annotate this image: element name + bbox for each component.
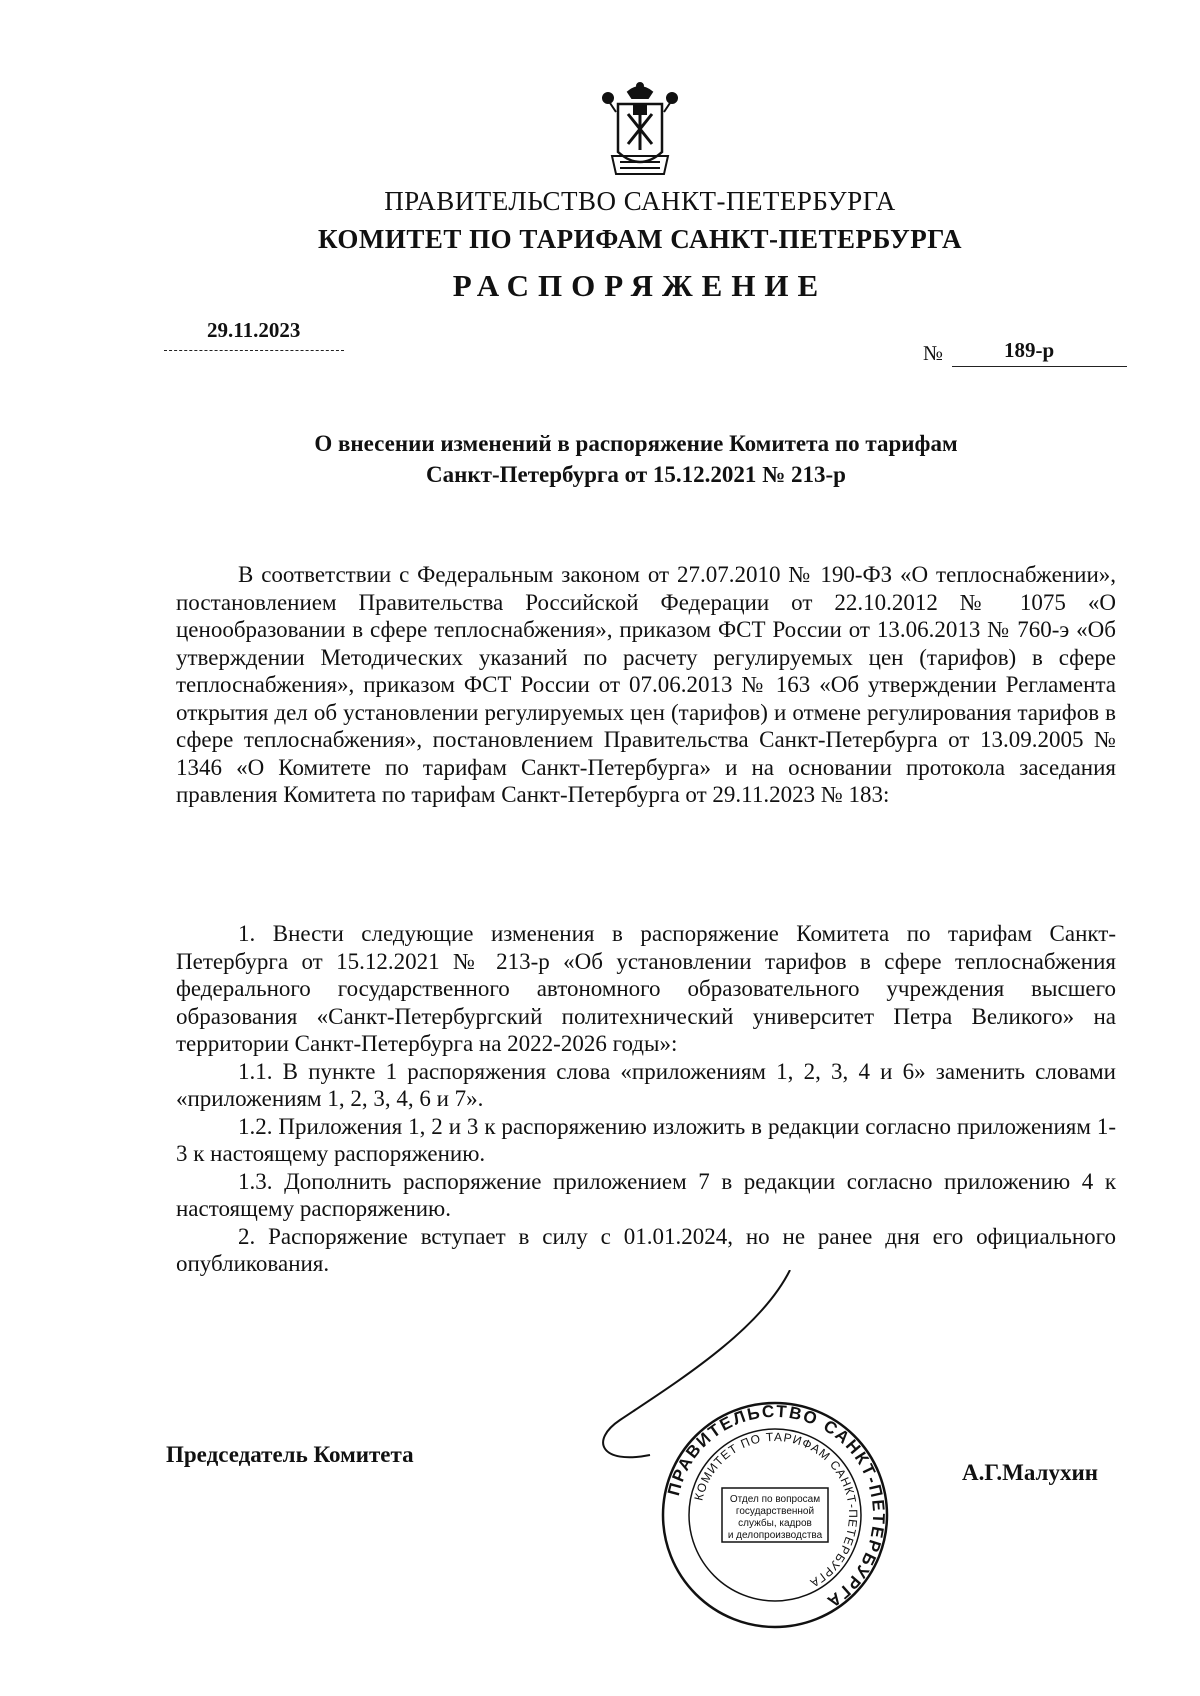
government-title: ПРАВИТЕЛЬСТВО САНКТ-ПЕТЕРБУРГА bbox=[384, 186, 896, 216]
document-date: 29.11.2023 bbox=[207, 318, 301, 342]
clause-1-2: 1.2. Приложения 1, 2 и 3 к распоряжению изложить в редакции согласно приложениям 1-3 к настоящему распоряжению. bbox=[176, 1113, 1116, 1166]
stamp-inner-line-4: и делопроизводства bbox=[727, 1530, 823, 1541]
clause-2: 2. Распоряжение вступает в силу с 01.01.2024, но не ранее дня его официального опубликования. bbox=[176, 1223, 1116, 1276]
document-subject bbox=[236, 428, 1036, 490]
stamp-inner-line-1: Отдел по вопросам bbox=[729, 1494, 821, 1505]
date-underline bbox=[164, 350, 344, 351]
signatory-title: Председатель Комитета bbox=[166, 1442, 414, 1467]
coat-of-arms-emblem bbox=[598, 82, 682, 182]
preamble-block bbox=[176, 561, 1116, 809]
committee-title: КОМИТЕТ ПО ТАРИФАМ САНКТ-ПЕТЕРБУРГА bbox=[318, 224, 962, 254]
stamp-outer-text: ПРАВИТЕЛЬСТВО САНКТ-ПЕТЕРБУРГА bbox=[663, 1401, 889, 1613]
clause-1-3: 1.3. Дополнить распоряжение приложением 7 в редакции согласно приложению 4 к настоящему распоряжению. bbox=[176, 1168, 1116, 1221]
stamp-inner-line-2: государственной bbox=[735, 1506, 815, 1517]
subject-line-1: О внесении изменений в распоряжение Комитета по тарифам bbox=[314, 431, 958, 456]
clause-1-1: 1.1. В пункте 1 распоряжения слова «приложениям 1, 2, 3, 4 и 6» заменить словами «приложениям 1, 2, 3, 4, 6 и 7». bbox=[176, 1058, 1116, 1111]
preamble-paragraph: В соответствии с Федеральным законом от 27.07.2010 № 190-ФЗ «О теплоснабжении», постановлением Правительства Российской Федерации от 22.10.2012 № 1075 «О ценообразовании в сфере теплоснабжения», приказом ФСТ России от 13.06.2013 № 760-э «Об утверждении Методических указаний по расчету регулируемых цен (тарифов) в сфере теплоснабжения», приказом ФСТ России от 07.06.2013 № 163 «Об утверждении Регламента открытия дел об установлении регулируемых цен (тарифов) и отмене регулирования тарифов в сфере теплоснабжения», постановлением Правительства Санкт-Петербурга от 13.09.2005 № 1346 «О Комитете по тарифам Санкт-Петербурга» и на основании протокола заседания правления Комитета по тарифам Санкт-Петербурга от 29.11.2023 № 183: bbox=[176, 562, 1116, 807]
number-label: № bbox=[923, 341, 944, 365]
number-underline bbox=[952, 366, 1127, 367]
signatory-name: А.Г.Малухин bbox=[962, 1460, 1098, 1485]
stamp-inner-line-3: службы, кадров bbox=[738, 1518, 812, 1529]
clauses-block bbox=[176, 920, 1116, 1278]
document-number: 189-р bbox=[1004, 338, 1055, 362]
stamp-middle-text: КОМИТЕТ ПО ТАРИФАМ САНКТ-ПЕТЕРБУРГА bbox=[691, 1429, 861, 1591]
official-round-stamp bbox=[660, 1400, 890, 1630]
clause-1: 1. Внести следующие изменения в распоряжение Комитета по тарифам Санкт-Петербурга от 15.12.2021 № 213-р «Об установлении тарифов в сфере теплоснабжения федерального государственного автономного образовательного учреждения высшего образования «Санкт-Петербургский политехнический университет Петра Великого» на территории Санкт-Петербурга на 2022-2026 годы»: bbox=[176, 921, 1116, 1056]
subject-line-2: Санкт-Петербурга от 15.12.2021 № 213-р bbox=[426, 462, 846, 487]
document-type-title: РАСПОРЯЖЕНИЕ bbox=[452, 268, 828, 303]
